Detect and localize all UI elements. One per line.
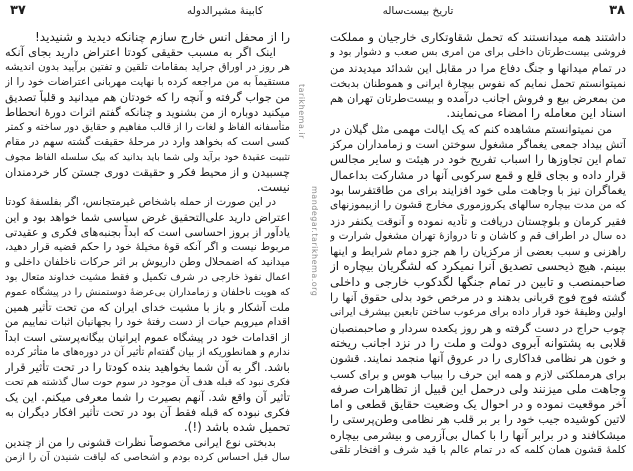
left-page [0,0,300,471]
text-line: برای هرمملکتی لازم و همه این حرف را ببیاب هوس و برای کسب [330,367,626,381]
text-line: در این صورت از حمله باشخاص غیرمتجانس، اگر بفلسفهٔ کودتا [5,196,276,208]
text-line: کسی است که بخواهد وارد در مرحلهٔ حقیقت گشته سهم در مقام [5,136,290,148]
text-line: چوب حراج در دست گرفته و هر روز یکعده سردار و صاحبمنصبان [330,321,626,335]
text-line: ده سال در اطراف قم و کاشان و تا دروازهٔ تهران مشغول شرارت و [330,229,626,242]
running-header: کابینهٔ مشیرالدوله [187,5,263,17]
text-line: قلابی به پشتوانه آبروی دولت و ملت را در نزد اجانب ریخته [330,335,626,350]
text-line: فقیر کرمان و بلوچستان دریافت و تأدیه نموده و آنوقت یکنفر دزد [330,214,626,228]
text-column [330,30,626,458]
text-line: متأسفانه الفاظ و لغات را از قالب مفاهیم و حقایق دور ساخته و کمتر [5,122,290,133]
text-line: مربوط نیست و اگر آنکه قوهٔ مخیلهٔ خود را حکم قضیه قرار دهید، [5,241,290,253]
text-line: لاتین کوشیده جیب خود را بر بر قلب هر نظامی وطن‌پرستی را [330,412,626,427]
text-line: داشتند همه میدانستند که تحمل شقاوتکاری خارجیان و مملکت [330,30,626,44]
text-line: اولین وظیفهٔ خود قرار داده برای مرعوب ساختن تابعین بیشرف ایرانی [330,306,626,319]
text-line: هر روز در اوراق جراید بمقامات تلقین و تفتین برآیید بدون اندیشه [5,61,290,73]
text-line: وجاهت ملی میزنند ولی درحمل این قبیل از تظاهرات صرفه [330,381,626,396]
page-number: ۳۷ [10,3,26,18]
text-line: بدبختی نوع ایرانی مخصوصاً نظرات قشونی را من از چندین [5,436,276,449]
text-line: باشد. اگر به آن شما بخواهید بنده کودتا را در تحت تأثیر قرار [5,360,290,374]
text-line: چسبیدن و از محیط فکر و حقیقت دوری جستن کار خردمندان [5,166,290,179]
text-column [5,30,290,465]
text-line: اعمال نفوذ خارجی در شرف تکمیل و فقط مشیت خداوند متعال بود [5,272,290,283]
text-line: تحمیل شده باشد (!). [183,420,290,434]
text-line: تمام این تجاوزها را اسباب تفریح خود در هیئت و سایر مجالس [330,152,626,167]
text-line: اینک اگر به مسبب حقیقی کودتا اعتراض دارید بجای آنکه [5,45,276,59]
text-line: راهزنی و سبب بعضی از مرکزیان را هم جزو دمام شرایط و اینها [330,245,626,259]
text-line: آتش بیداد جمعی یغماگر مشغول سوختن است و زمامداران مرکز [330,138,626,152]
text-line: فروشی بیست‌طرتان داخلی برای من امری بس صعب و دشوار بود و [330,46,626,59]
text-line: میکنید دوباره از من بشنوید و چنانکه گفتم اثرات دورهٔ انحطاط [5,106,290,119]
text-line: میشکافند و در برابر آنها را با کمال بی‌آزرمی و بیشرمی بیچاره [330,427,626,442]
text-line: مستقیماً به من مراجعه کرده با نهایت مهربانی اعتراضات خود را از [5,76,290,88]
text-line: ببینم. هیچ ذیحسی تصدیق آنرا نمیکرد که لشگریان بیچاره از [330,259,626,274]
text-line: را از محفل انس خارج سازم چنانکه دیدید و شنیدید! [35,30,290,44]
text-line: نیست. [256,180,290,194]
text-line: گشته فوج فوج قربانی بدهند و در مرخص خود بدلی حقوق آنها را [330,291,626,305]
watermark-text: mandegar.tarikhema.org [310,186,319,297]
text-line: میدانید که اضمحلال وطن داریوش بر اثر حرکات ناخلفان داخلی و [5,256,290,268]
text-line: کلمهٔ قشون همان کلمه که در تمام عالم با قید شرف و افتخار تلقی [330,444,626,457]
page-number: ۳۸ [609,3,625,18]
text-line: اقدام میرویم حیات از دست رفتهٔ خود را بجهانیان اثبات نماییم من [5,316,290,328]
text-line: و خون هر نظامی فداکاری را در عروق آنها منجمد نمایند. قشون [330,352,626,366]
right-page [322,0,633,471]
text-line: یغماگران نیز با وجاهت ملی خود افزایند برای من طاقتفرسا بود [330,183,626,197]
text-line: تأثیر آن واقع شد. آنهم بصیرت را شما معرفی میکنم. این یک [5,391,290,404]
text-line: قرار داده و بجای قلع و قمع سرکوبی آنها در مشارکت بداعمال [330,167,626,182]
text-line: ندارم و همانطوریکه از بیان گفته‌ام تأثیر آن در دوره‌های ما متأثر کرده [5,347,290,358]
text-line: که من مدت بیچاره سالهای یکروزموری مخارج قشون را ازبیموزنهای [330,199,626,212]
text-line: فکری نبود که قبله هدف آن موجود در سوم حوت سال گذشته هم تحت [5,377,290,388]
text-line: اسناد این معامله را امضاء می‌نمایند. [446,106,626,121]
text-line: سال قبل احساس کرده بودم و اشخاصی که لیاقت شنیدن آن را ازمن [5,452,290,463]
text-line: از اقدامات خود در پیشگاه عموم ایرانیان بیگانه‌پرستی است ابداً [5,331,290,344]
text-line: فکری نبوده که قبله فقط آن بود در تحت تأثیر افکار دیگران به [5,406,290,419]
text-line: من بمعرض بیع و فروش اجانب درآمده و بیست‌طرتان تهران هم [330,92,626,106]
text-line: صاحبمنصب و تابین در تمام جنگها لگدکوب خارجی و داخلی [330,274,626,289]
text-line: یادآور از بروز احساسی است که ابداً بجنبه‌های فکری و عقیدتی [5,226,290,239]
text-line: آخر موقعیت نموده و در احوال یک وضعیت حقایق قطعی و اما [330,397,626,412]
text-line: من جواب گرفته و آنچه را که خودتان هم میدانید و قلباً تصدیق [5,91,290,104]
text-line: تثبیت عقیدهٔ خود برآید ولی شما باید بدانید که بیک سلسله الفاظ مجوف [5,152,290,163]
text-line: که هویت ناخلفان و زمامداران بی‌عرضهٔ دوستمنش را در پیشگاه عموم [5,287,290,298]
text-line: ملت آشکار و باز با مشیت خدای ایران که من تحت تأثیر همین [5,301,290,314]
text-line: اعتراض دارید علی‌التحقیق غرض سیاسی شما خواهد بود و این [5,211,290,224]
text-line: من نمیتوانستم مشاهده کنم که یک ایالت مهمی مثل گیلان در [330,122,612,136]
watermark-text: tarikhema.ir [297,84,306,139]
text-line: در تمام میدانها و جنگ دفاع مرا در مقابل این شدائد میدیدند من [330,61,626,75]
text-line: نمیتوانستم تحمل نمایم که نفوس بیچارهٔ ایرانی و هموطنان بدبخت [330,76,626,90]
running-header: تاریخ بیست‌ساله [382,5,454,17]
